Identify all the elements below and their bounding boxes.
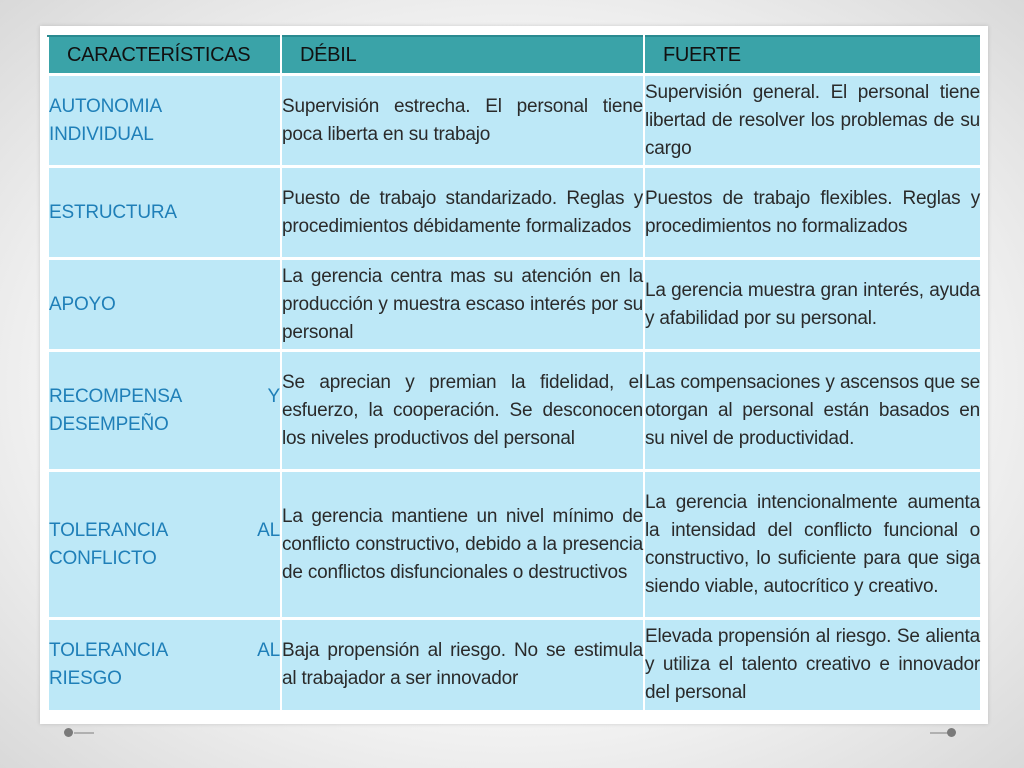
row-characteristic bbox=[48, 619, 281, 711]
characteristic-line: DESEMPEÑO bbox=[49, 413, 169, 435]
characteristic-line: CONFLICTO bbox=[49, 547, 157, 569]
characteristic-line: ESTRUCTURA bbox=[49, 201, 177, 223]
row-strong: La gerencia muestra gran interés, ayuda y afabilidad por su personal. bbox=[644, 259, 981, 351]
decorative-dot-left bbox=[64, 728, 73, 737]
characteristic-line: TOLERANCIA AL bbox=[49, 639, 280, 661]
characteristic-line: RIESGO bbox=[49, 667, 122, 689]
table-row bbox=[48, 619, 981, 711]
header-caracteristicas: CARACTERÍSTICAS bbox=[48, 36, 281, 75]
characteristic-line: RECOMPENSA Y bbox=[49, 385, 280, 407]
row-weak: Baja propensión al riesgo. No se estimula al trabajador a ser innovador bbox=[281, 619, 644, 711]
row-characteristic bbox=[48, 471, 281, 619]
table-row bbox=[48, 471, 981, 619]
row-strong: Elevada propensión al riesgo. Se alienta y utiliza el talento creativo e innovador del personal bbox=[644, 619, 981, 711]
decorative-line-left bbox=[74, 732, 94, 734]
row-characteristic bbox=[48, 351, 281, 471]
header-row bbox=[48, 36, 981, 75]
row-weak: La gerencia centra mas su atención en la producción y muestra escaso interés por su personal bbox=[281, 259, 644, 351]
row-characteristic bbox=[48, 259, 281, 351]
row-characteristic bbox=[48, 167, 281, 259]
row-weak: Puesto de trabajo standarizado. Reglas y procedimientos débidamente formalizados bbox=[281, 167, 644, 259]
table-row bbox=[48, 351, 981, 471]
row-weak: Se aprecian y premian la fidelidad, el esfuerzo, la cooperación. Se desconocen los niveles productivos del personal bbox=[281, 351, 644, 471]
row-strong: Puestos de trabajo flexibles. Reglas y procedimientos no formalizados bbox=[644, 167, 981, 259]
characteristic-line: TOLERANCIA AL bbox=[49, 519, 280, 541]
decorative-dot-right bbox=[947, 728, 956, 737]
table-row bbox=[48, 259, 981, 351]
row-weak: La gerencia mantiene un nivel mínimo de conflicto constructivo, debido a la presencia de conflictos disfuncionales o destructivos bbox=[281, 471, 644, 619]
header-fuerte: FUERTE bbox=[644, 36, 981, 75]
row-weak: Supervisión estrecha. El personal tiene poca liberta en su trabajo bbox=[281, 75, 644, 167]
row-characteristic bbox=[48, 75, 281, 167]
table-row bbox=[48, 75, 981, 167]
header-debil: DÉBIL bbox=[281, 36, 644, 75]
table-row bbox=[48, 167, 981, 259]
characteristic-line: INDIVIDUAL bbox=[49, 123, 154, 145]
characteristic-line: APOYO bbox=[49, 293, 116, 315]
characteristic-line: AUTONOMIA bbox=[49, 95, 162, 117]
row-strong: Supervisión general. El personal tiene libertad de resolver los problemas de su cargo bbox=[644, 75, 981, 167]
row-strong: La gerencia intencionalmente aumenta la intensidad del conflicto funcional o constructivo, lo suficiente para que siga siendo viable, autocrítico y creativo. bbox=[644, 471, 981, 619]
comparison-table bbox=[47, 35, 982, 712]
row-strong: Las compensaciones y ascensos que se otorgan al personal están basados en su nivel de productividad. bbox=[644, 351, 981, 471]
